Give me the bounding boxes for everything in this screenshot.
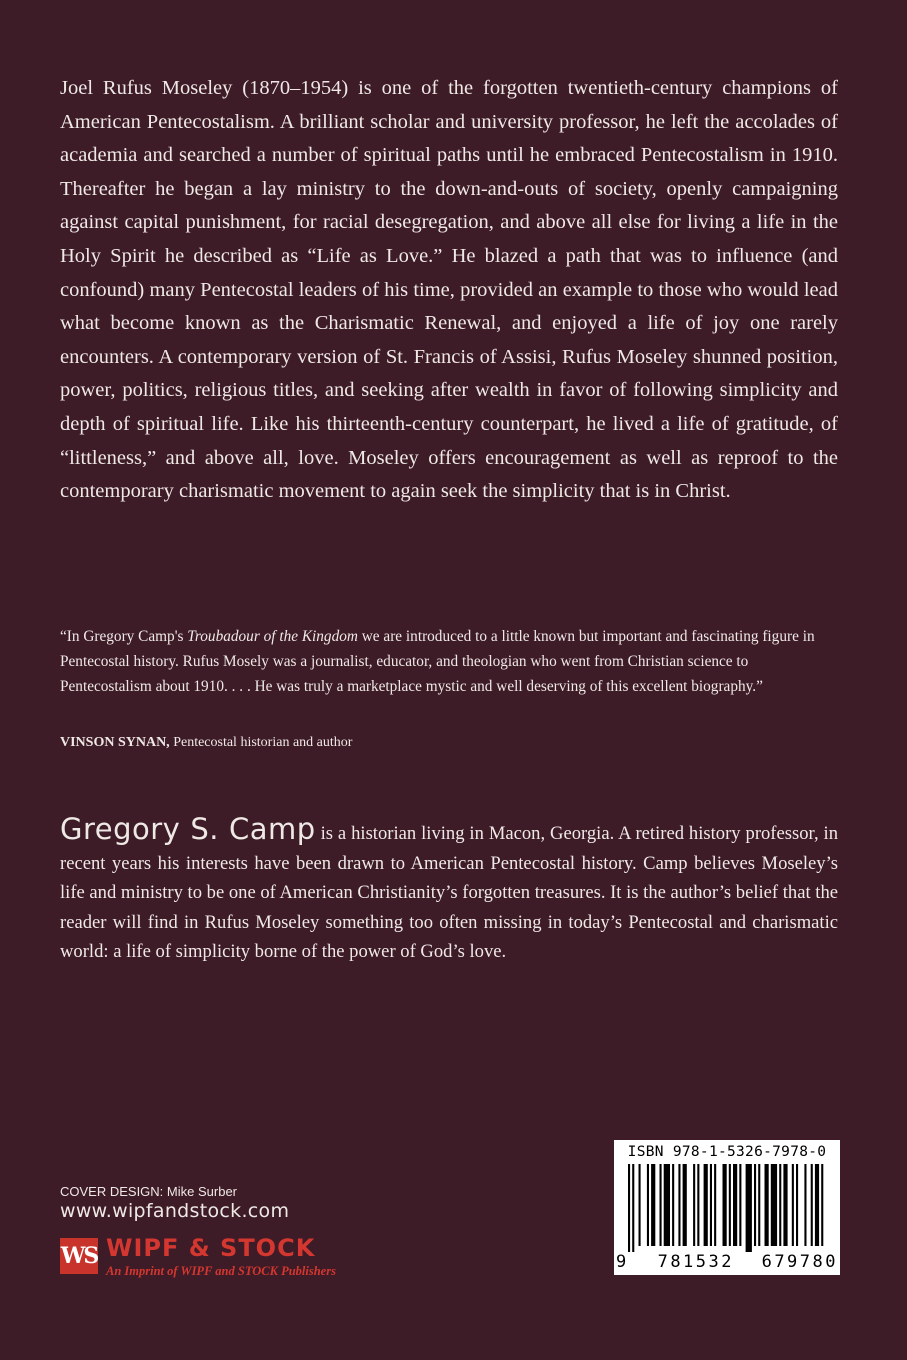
endorser-name: VINSON SYNAN, [60,735,170,750]
barcode-bar [628,1164,630,1252]
barcode-bars-icon [624,1164,830,1252]
barcode-bar [647,1164,649,1246]
author-bio-text: is a historian living in Macon, Georgia. A retired history professor, in recent years his interests have been drawn to American Pentecostal history. Camp believes Moseley’s life and ministry to be one of American Christianity’s forgotten treasures. It is the author’s belief that the reader will find in Rufus Moseley something too often missing in today’s Pentecostal and charismatic world: a life of simplicity borne of the power of God’s love. [60,823,839,963]
barcode-bar [779,1164,781,1246]
endorsement-attribution [60,733,352,753]
barcode-digits-right: 679780 [761,1252,838,1272]
barcode-bar [796,1164,798,1246]
barcode-bar [739,1164,741,1246]
barcode-bar [733,1164,737,1246]
quote-text-start: “In Gregory Camp's [60,628,188,645]
barcode-bar [771,1164,777,1246]
endorsement-quote [60,624,838,700]
cover-design-label: COVER DESIGN: [60,1184,164,1199]
barcode-bar [723,1164,727,1246]
barcode-bar [678,1164,680,1246]
publisher-name: WIPF & STOCK [106,1234,316,1262]
barcode-bar [729,1164,731,1246]
publisher-website[interactable]: www.wipfandstock.com [60,1200,290,1222]
barcode-bar [693,1164,695,1246]
barcode-bar [765,1164,769,1246]
barcode-bar [697,1164,699,1246]
barcode-bar [651,1164,655,1246]
quote-text-end: we are introduced to a little known but important and fascinating figure in Pentecostal history. Rufus Mosely was a journalist, educator, and theologian who went from Christian science to Pentecostalism about 1910. . . . He was truly a marketplace mystic and well deserving of this excellent biography.” [60,628,815,696]
publisher-tagline: An Imprint of WIPF and STOCK Publishers [106,1264,336,1278]
cover-design-credit [60,1184,237,1199]
barcode-bar [672,1164,674,1246]
barcode-bar [683,1164,687,1246]
barcode-bar [815,1164,819,1246]
barcode-bar [714,1164,716,1246]
barcode-bar [746,1164,752,1252]
isbn-label: ISBN 978-1-5326-7978-0 [627,1144,827,1160]
barcode-bar [704,1164,708,1246]
cover-designer: Mike Surber [166,1184,237,1199]
barcode-bar [660,1164,662,1246]
barcode-bar [758,1164,760,1246]
barcode-digits-left: 781532 [657,1252,734,1272]
author-bio [60,812,839,967]
barcode-bar [632,1164,634,1252]
barcode-bar [664,1164,670,1246]
barcode-bar [754,1164,756,1246]
quoted-book-title: Troubadour of the Kingdom [187,628,358,645]
barcode-digit-lead: 9 [616,1252,627,1272]
ws-monogram-icon: WS [60,1238,98,1274]
barcode-bar [792,1164,794,1246]
barcode-bar [639,1164,641,1246]
barcode-bar [710,1164,712,1246]
barcode-bar [804,1164,806,1246]
endorser-role: Pentecostal historian and author [173,735,353,750]
barcode-digits [616,1252,838,1272]
barcode-bar [783,1164,787,1246]
barcode-bar [821,1164,823,1246]
publisher-logo [60,1234,380,1278]
barcode-bar [811,1164,813,1246]
author-name: Gregory S. Camp [60,812,316,846]
isbn-barcode [614,1140,840,1275]
book-description: Joel Rufus Moseley (1870–1954) is one of the forgotten twentieth-century champions of American Pentecostalism. A brilliant scholar and university professor, he left the accolades of academia and searched a number of spiritual paths until he embraced Pentecostalism in 1910. Thereafter he began a lay ministry to the down-and-outs of society, openly campaigning against capital punishment, for racial desegregation, and above all else for living a life in the Holy Spirit he described as “Life as Love.” He blazed a path that was to influence (and confound) many Pentecostal leaders of his time, provided an example to those who would lead what become known as the Charismatic Renewal, and enjoyed a life of joy one rarely encounters. A contemporary version of St. Francis of Assisi, Rufus Moseley shunned position, power, politics, religious titles, and seeking after wealth in favor of following simplicity and depth of spiritual life. Like his thirteenth-century counterpart, he lived a life of gratitude, of “littleness,” and above all, love. Moseley offers encouragement as well as reproof to the contemporary charismatic movement to again seek the simplicity that is in Christ. [60,77,838,503]
